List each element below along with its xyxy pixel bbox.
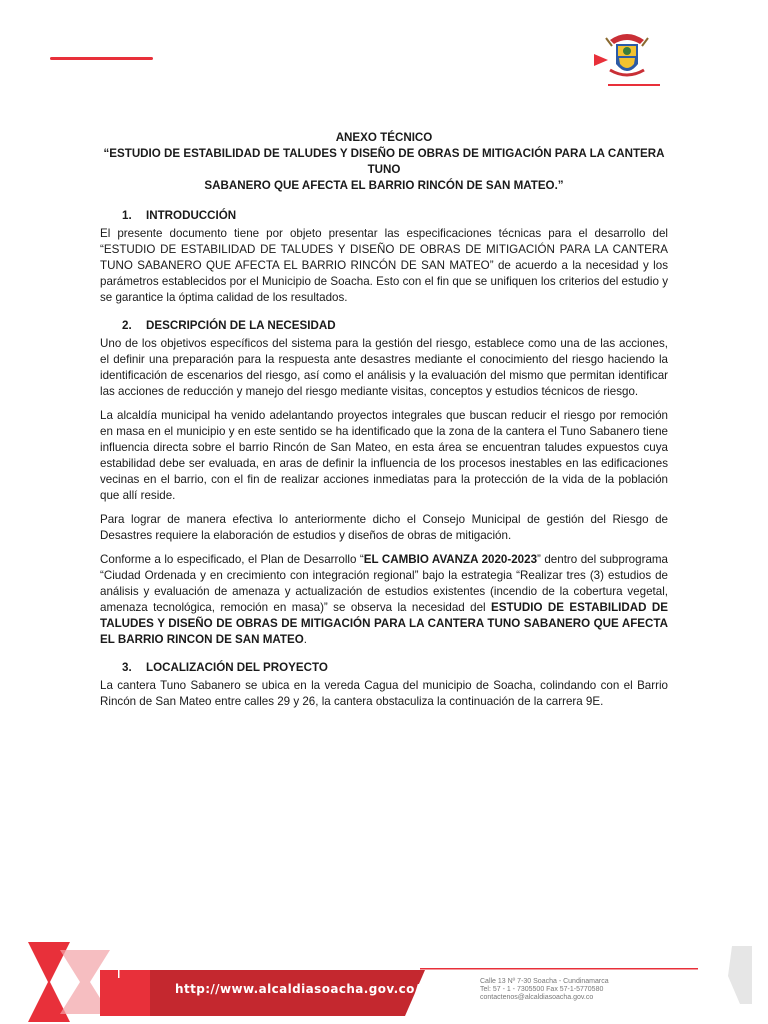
annex-label: ANEXO TÉCNICO bbox=[335, 131, 433, 144]
footer-phone: Tel: 57 - 1 - 7305500 Fax 57-1-5770580 bbox=[480, 986, 604, 993]
plan-paragraph: Conforme a lo especificado, el Plan de Desarrollo “EL CAMBIO AVANZA 2020-2023” dentro del subprograma “Ciudad Ordenada y en crecimiento con integración regional” bajo la estrategia “Realizar tres (3) estudios de análisis y evaluación de amenaza y actualización de estudios existentes (incendio de la cobertura vegetal, amenaza tecnológica, remoción en masa)” se observa la necesidad del ESTUDIO DE ESTABILIDAD DE TALUDES Y DISEÑO DE OBRAS DE MITIGACIÓN PARA LA CANTERA TUNO SABANERO QUE AFECTA EL BARRIO RINCON DE SAN MATEO. bbox=[100, 553, 668, 646]
title-line-2: SABANERO QUE AFECTA EL BARRIO RINCÓN DE SAN MATEO.” bbox=[204, 179, 564, 192]
paragraph: Uno de los objetivos específicos del sistema para la gestión del riesgo, establece como una de las acciones, el definir una preparación para la respuesta ante desastres mediante el conocimiento del riesgo haciendo la identificación de escenarios del riesgo, así como el análisis y la evaluación del mismo que permitan identificar las acciones de reducción y manejo del riesgo mediante visitas, conceptos y estudios técnicos de riesgo. bbox=[100, 337, 668, 398]
paragraph: El presente documento tiene por objeto presentar las especificaciones técnicas para el desarrollo del “ESTUDIO DE ESTABILIDAD DE TALUDES Y DISEÑO DE OBRAS DE MITIGACIÓN PARA LA CANTERA TUNO SABANERO QUE AFECTA EL BARRIO RINCÓN DE SAN MATEO” de acuerdo a la necesidad y los parámetros establecidos por el Municipio de Soacha. Esto con el fin que se unifiquen los criterios del estudio y se garantice la óptima calidad de los resultados. bbox=[100, 227, 668, 304]
footer-email[interactable]: contactenos@alcaldiasoacha.gov.co bbox=[480, 994, 594, 1001]
footer-contact-info bbox=[480, 978, 660, 1002]
section-introduccion bbox=[100, 208, 668, 306]
paragraph: Para lograr de manera efectiva lo anteriormente dicho el Consejo Municipal de gestión del Riesgo de Desastres requiere la elaboración de estudios y diseños de obras de mitigación. bbox=[100, 513, 668, 542]
document-title-block bbox=[100, 130, 668, 194]
document-body bbox=[100, 130, 668, 722]
header-accent-line bbox=[50, 57, 153, 60]
soacha-coat-of-arms-logo bbox=[588, 26, 666, 92]
title-line-1: “ESTUDIO DE ESTABILIDAD DE TALUDES Y DISEÑO DE OBRAS DE MITIGACIÓN PARA LA CANTERA TUNO bbox=[103, 147, 665, 176]
section-heading: 3. LOCALIZACIÓN DEL PROYECTO bbox=[122, 661, 328, 674]
section-descripcion-necesidad bbox=[100, 318, 668, 648]
section-localizacion bbox=[100, 660, 668, 710]
paragraph: La cantera Tuno Sabanero se ubica en la vereda Cagua del municipio de Soacha, colindando con el Barrio Rincón de San Mateo entre calles 29 y 26, la cantera obstaculiza la continuación de la carrera 9E. bbox=[100, 679, 668, 708]
section-heading: 2. DESCRIPCIÓN DE LA NECESIDAD bbox=[122, 319, 336, 332]
footer-website-link[interactable]: http://www.alcaldiasoacha.gov.co/ bbox=[175, 982, 420, 996]
footer-address: Calle 13 Nº 7-30 Soacha - Cundinamarca bbox=[480, 978, 609, 985]
paragraph: La alcaldía municipal ha venido adelantando proyectos integrales que buscan reducir el riesgo por remoción en masa en el municipio y en este sentido se ha identificado que la zona de la cantera el Tuno Sabanero tiene influencia directa sobre el barrio Rincón de San Mateo, en esta área se encuentran taludes expuestos cuya estabilidad debe ser evaluada, en aras de definir la influencia de los procesos inestables en las edificaciones vecinas en el barrio, con el fin de realizar acciones inmediatas para la protección de la vida de la población que allí reside. bbox=[100, 409, 668, 502]
section-heading: 1. INTRODUCCIÓN bbox=[122, 209, 237, 222]
